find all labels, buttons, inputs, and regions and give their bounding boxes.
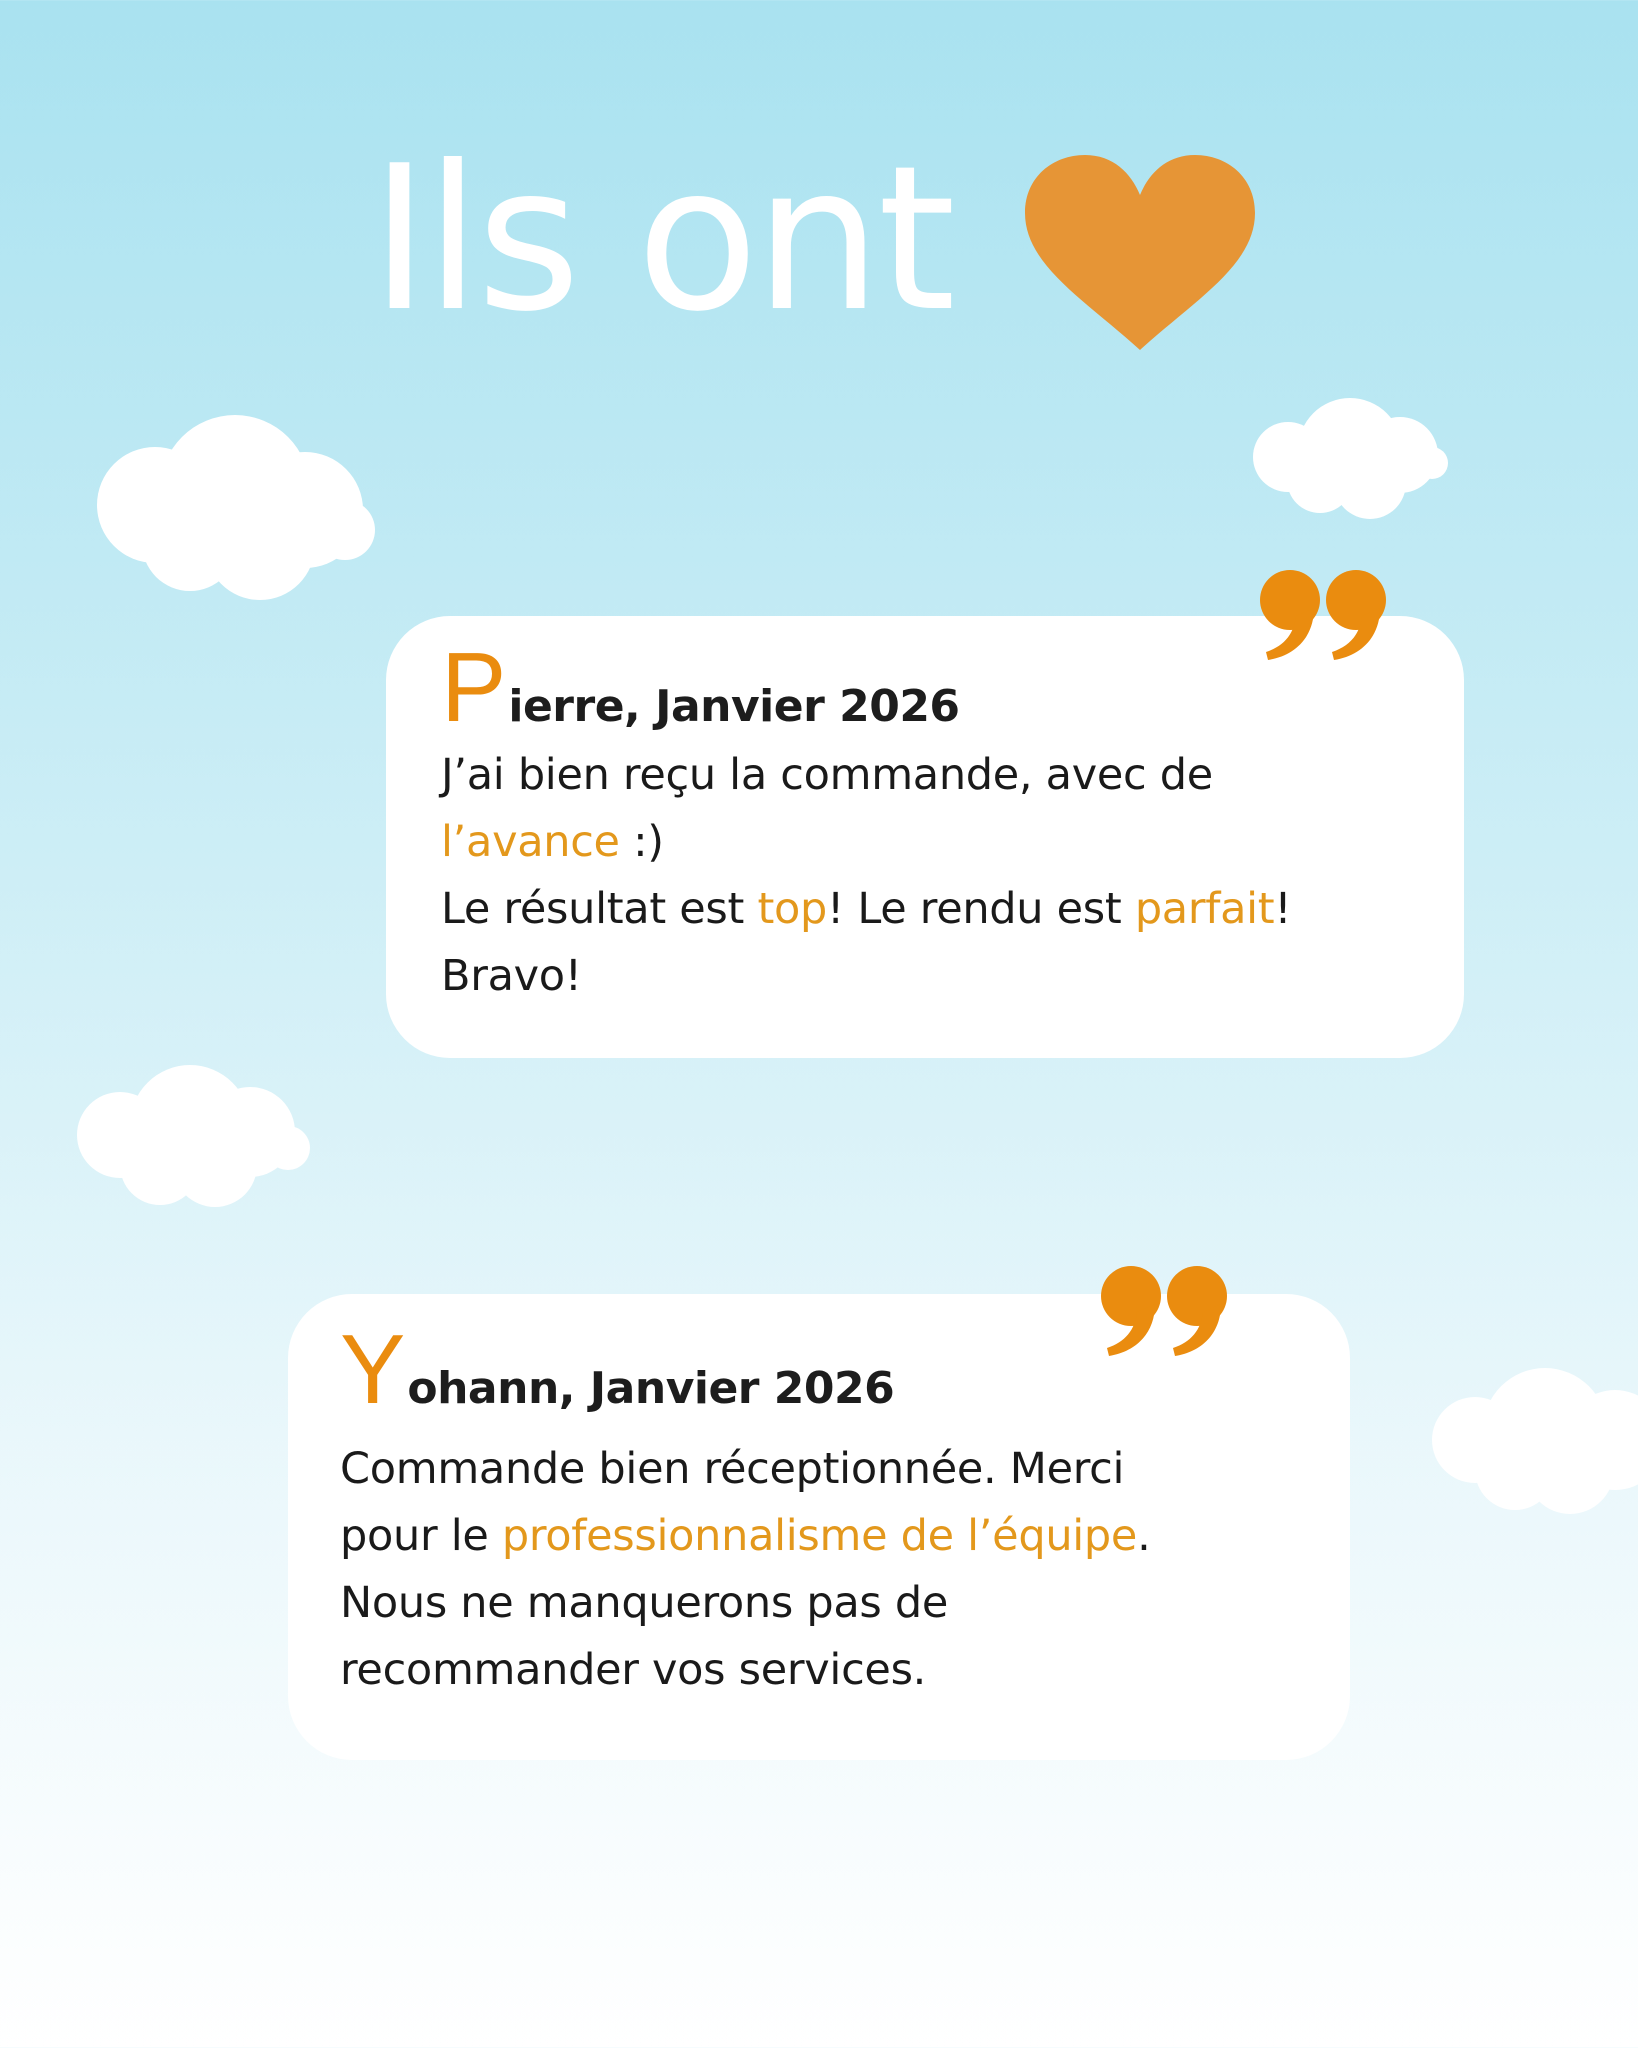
- testimonial-text: [340, 1436, 1310, 1704]
- text-segment: .: [1137, 1511, 1151, 1561]
- highlight-text: l’avance: [441, 817, 620, 867]
- cloud-left-middle: [75, 1060, 315, 1210]
- highlight-text: top: [757, 884, 828, 934]
- highlight-text: parfait: [1134, 884, 1275, 934]
- testimonial-card-pierre: [386, 616, 1464, 1058]
- text-line: [441, 809, 1424, 876]
- text-segment: pour le: [340, 1511, 502, 1561]
- text-line: J’ai bien reçu la commande, avec de: [441, 750, 1213, 800]
- author-initial: Y: [340, 1314, 406, 1424]
- page-title: Ils ont: [370, 123, 952, 356]
- quote-icon: [1260, 568, 1394, 662]
- text-segment: Le résultat est: [441, 884, 758, 934]
- cloud-left-top: [95, 415, 385, 600]
- text-line: Bravo!: [441, 951, 582, 1001]
- cloud-right-top: [1250, 395, 1450, 520]
- author-initial: P: [441, 632, 507, 742]
- cloud-right-bottom: [1430, 1365, 1638, 1515]
- heart-icon: [1025, 155, 1255, 355]
- highlight-text: professionnalisme de l’équipe: [501, 1511, 1138, 1561]
- testimonial-card-yohann: [288, 1294, 1350, 1760]
- testimonial-text: [441, 742, 1424, 1010]
- text-line: recommander vos services.: [340, 1645, 927, 1695]
- text-segment: ! Le rendu est: [827, 884, 1135, 934]
- text-segment: !: [1274, 884, 1292, 934]
- text-line: Commande bien réceptionnée. Merci: [340, 1444, 1125, 1494]
- text-line: [340, 1503, 1310, 1570]
- text-line: Nous ne manquerons pas de: [340, 1578, 949, 1628]
- quote-icon: [1101, 1264, 1235, 1358]
- text-segment: :): [619, 817, 664, 867]
- author-name-date: ierre, Janvier 2026: [508, 681, 960, 732]
- text-line: [441, 876, 1424, 943]
- author-name-date: ohann, Janvier 2026: [407, 1363, 895, 1414]
